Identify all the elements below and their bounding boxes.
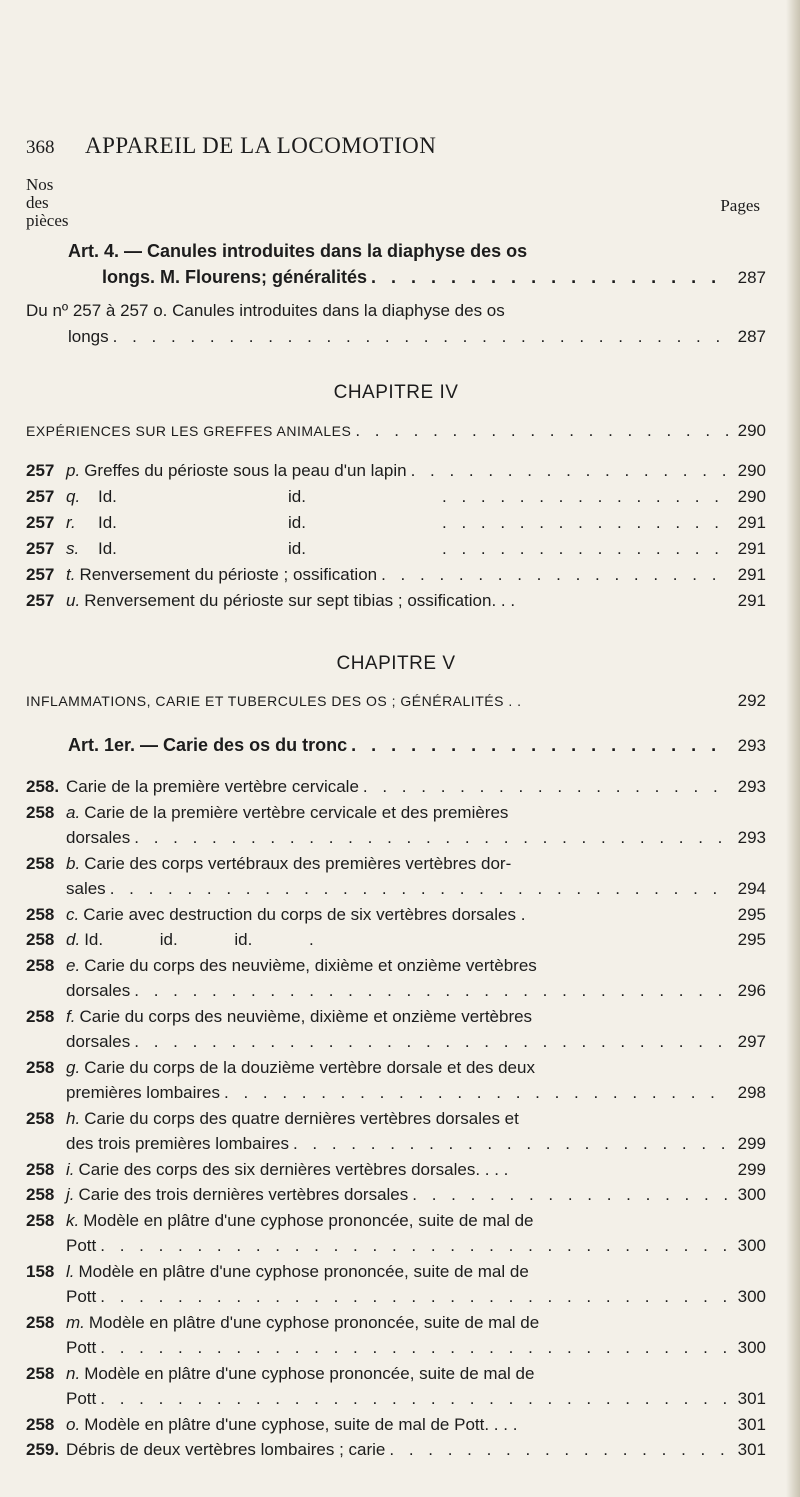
piece-number: 158 <box>26 1261 55 1281</box>
toc-entry-art1 <box>68 732 766 759</box>
toc-entry-text: Renversement du périoste ; ossification <box>79 565 378 584</box>
toc-page-number: 299 <box>737 1134 766 1153</box>
toc-entry-text: dorsales <box>66 828 131 847</box>
toc-entry-text: Id. <box>98 539 117 558</box>
toc-entry-line <box>26 774 766 800</box>
leader-dots <box>134 825 730 851</box>
toc-entry-text: sales <box>66 879 106 898</box>
toc-entry-line <box>26 927 766 953</box>
toc-page-number: 301 <box>737 1440 766 1459</box>
toc-entry <box>26 902 766 928</box>
chapter5-list <box>26 774 766 1463</box>
toc-entry-line <box>68 238 766 264</box>
toc-entry <box>26 953 766 1004</box>
toc-entry-text: Greffes du périoste sous la peau d'un lapin <box>84 461 407 480</box>
toc-entry-text: longs <box>68 327 109 346</box>
toc-page-number: 293 <box>737 828 766 847</box>
toc-entry-du257 <box>26 298 766 350</box>
toc-entry-text: Carie des trois dernières vertèbres dorsales <box>78 1185 409 1204</box>
leader-dots <box>110 876 730 902</box>
toc-entry-line <box>26 1208 766 1234</box>
toc-entry-text: Modèle en plâtre d'une cyphose, suite de mal de Pott. . . . <box>84 1414 518 1434</box>
toc-page-number: 291 <box>737 591 766 610</box>
toc-entry <box>26 774 766 800</box>
toc-entry-line <box>26 1029 766 1055</box>
chapter-subtitle-row <box>26 688 766 714</box>
toc-page-number: 290 <box>737 421 766 440</box>
leader-dots <box>412 1182 730 1208</box>
piece-number: 259. <box>26 1440 60 1459</box>
leader-dots <box>389 1437 730 1463</box>
toc-entry-line <box>26 1157 766 1183</box>
toc-entry-line <box>26 978 766 1004</box>
piece-number: 257 <box>26 539 55 558</box>
toc-entry <box>26 1437 766 1463</box>
piece-letter: l. <box>66 1261 75 1281</box>
toc-entry <box>26 1106 766 1157</box>
toc-entry-text: Art. 1er. — Carie des os du tronc <box>68 735 348 755</box>
chapter-subtitle: INFLAMMATIONS, CARIE ET TUBERCULES DES OS ; GÉNÉRALITÉS . . <box>26 693 522 709</box>
leader-dots <box>113 324 730 350</box>
toc-entry-art4 <box>68 238 766 291</box>
leader-dots <box>100 1335 730 1361</box>
chapter-subtitle-row <box>26 418 766 444</box>
toc-entry <box>26 562 766 588</box>
toc-page-number: 301 <box>737 1389 766 1408</box>
toc-page-number: 291 <box>737 565 766 584</box>
piece-letter: a. <box>66 802 81 822</box>
toc-entry-line <box>26 1412 766 1438</box>
toc-page-number: 293 <box>737 777 766 796</box>
toc-page-number: 300 <box>737 1185 766 1204</box>
toc-entry <box>26 1182 766 1208</box>
toc-entry-text: Art. 4. — Canules introduites dans la diaphyse des os <box>68 241 528 261</box>
piece-letter: s. <box>66 539 80 558</box>
toc-entry-line <box>26 1080 766 1106</box>
piece-letter: m. <box>66 1312 85 1332</box>
column-label-pieces <box>26 176 68 230</box>
toc-entry <box>26 484 766 510</box>
toc-entry-line <box>26 851 766 877</box>
leader-dots <box>134 978 730 1004</box>
piece-letter: c. <box>66 904 80 924</box>
leader-dots <box>442 536 730 562</box>
toc-entry-text: premières lombaires <box>66 1083 220 1102</box>
piece-number: 258. <box>26 777 60 796</box>
toc-entry <box>26 1361 766 1412</box>
toc-page-number: 295 <box>737 930 766 949</box>
leader-dots <box>134 1029 730 1055</box>
column-label-line: pièces <box>26 211 69 230</box>
toc-entry-text: id. <box>288 487 306 506</box>
leader-dots <box>363 774 730 800</box>
toc-page-number: 300 <box>737 1338 766 1357</box>
piece-letter: n. <box>66 1363 81 1383</box>
toc-page-number: 296 <box>737 981 766 1000</box>
toc-entry <box>26 536 766 562</box>
toc-entry-text: Carie avec destruction du corps de six vertèbres dorsales . <box>83 904 526 924</box>
leader-dots <box>351 732 730 758</box>
piece-letter: o. <box>66 1414 81 1434</box>
piece-letter: p. <box>66 461 81 480</box>
toc-entry <box>26 851 766 902</box>
toc-entry-text: Pott <box>66 1287 97 1306</box>
toc-page-number: 300 <box>737 1287 766 1306</box>
piece-number: 257 <box>26 565 55 584</box>
piece-number: 258 <box>26 1414 55 1434</box>
piece-number: 258 <box>26 802 55 822</box>
toc-entry-text: Carie de la première vertèbre cervicale <box>66 777 359 796</box>
toc-entry-line <box>68 732 766 759</box>
toc-page-number: 294 <box>737 879 766 898</box>
chapter-title: CHAPITRE V <box>336 653 456 674</box>
toc-entry-text: Carie des corps des six dernières vertèbres dorsales. . . . <box>78 1159 509 1179</box>
toc-entry-line <box>26 1386 766 1412</box>
toc-entry-text: Du nº 257 à 257 o. Canules introduites dans la diaphyse des os <box>26 301 505 320</box>
leader-dots <box>100 1233 730 1259</box>
toc-entry-text: Carie du corps des neuvième, dixième et onzième vertèbres <box>79 1006 533 1026</box>
page-header <box>26 133 766 163</box>
toc-entry-line <box>68 264 766 291</box>
piece-number: 258 <box>26 1006 55 1026</box>
toc-entry-line <box>26 1182 766 1208</box>
toc-entry-text: Id. <box>98 487 117 506</box>
toc-entry-line <box>26 902 766 928</box>
toc-entry-line <box>26 688 766 714</box>
toc-page-number: 299 <box>737 1159 766 1179</box>
toc-entry-line <box>26 1437 766 1463</box>
toc-entry-line <box>26 1233 766 1259</box>
toc-entry-text: Id. <box>98 513 117 532</box>
toc-entry-text: Carie du corps des quatre dernières vertèbres dorsales et <box>84 1108 519 1128</box>
toc-entry-line <box>26 418 766 444</box>
toc-entry-text: Renversement du périoste sur sept tibias ; ossification. . . <box>84 591 516 610</box>
toc-entry-text: dorsales <box>66 981 131 1000</box>
chapter-title: CHAPITRE IV <box>333 382 459 403</box>
leader-dots <box>381 562 730 588</box>
page-number: 368 <box>26 137 55 158</box>
column-label-pages: Pages <box>720 196 760 215</box>
toc-entry-line <box>26 800 766 826</box>
piece-number: 258 <box>26 1210 55 1230</box>
toc-page-number: 298 <box>737 1083 766 1102</box>
toc-entry <box>26 1055 766 1106</box>
piece-letter: u. <box>66 591 81 610</box>
toc-entry-line <box>26 1004 766 1030</box>
toc-entry-text: Modèle en plâtre d'une cyphose prononcée, suite de mal de <box>83 1210 534 1230</box>
toc-entry-line <box>26 1361 766 1387</box>
leader-dots <box>442 510 730 536</box>
leader-dots <box>371 264 730 290</box>
leader-dots <box>100 1284 730 1310</box>
piece-number: 258 <box>26 1363 55 1383</box>
piece-number: 258 <box>26 1185 55 1204</box>
toc-entry <box>26 510 766 536</box>
page-edge-shadow <box>786 0 800 1497</box>
piece-letter: i. <box>66 1159 75 1179</box>
piece-number: 258 <box>26 853 55 873</box>
leader-dots <box>411 458 730 484</box>
column-label-line: des <box>26 193 49 212</box>
leader-dots <box>100 1386 730 1412</box>
running-title: APPAREIL DE LA LOCOMOTION <box>85 133 437 158</box>
toc-entry <box>26 1259 766 1310</box>
toc-entry-line <box>26 324 766 350</box>
chapter4-list <box>26 458 766 614</box>
toc-page-number: 301 <box>737 1414 766 1434</box>
leader-dots <box>293 1131 730 1157</box>
toc-entry-text: Carie du corps des neuvième, dixième et onzième vertèbres <box>84 955 537 975</box>
toc-entry-line <box>26 1310 766 1336</box>
toc-entry-line <box>26 876 766 902</box>
piece-number: 257 <box>26 591 55 610</box>
toc-entry-line <box>26 825 766 851</box>
piece-number: 258 <box>26 1057 55 1077</box>
toc-entry-line <box>26 1335 766 1361</box>
piece-number: 258 <box>26 1312 55 1332</box>
piece-number: 257 <box>26 487 55 506</box>
toc-page-number: 290 <box>737 461 766 480</box>
toc-entry-text: longs. M. Flourens; généralités <box>102 267 368 287</box>
toc-page-number: 287 <box>737 327 766 346</box>
piece-letter: h. <box>66 1108 81 1128</box>
toc-entry <box>26 458 766 484</box>
toc-entry-text: Pott <box>66 1389 97 1408</box>
toc-entry <box>26 1208 766 1259</box>
toc-entry-text: Carie des corps vertébraux des premières vertèbres dor- <box>84 853 512 873</box>
piece-letter: j. <box>66 1185 75 1204</box>
toc-entry <box>26 1004 766 1055</box>
toc-page-number: 300 <box>737 1236 766 1255</box>
toc-entry-text: Carie du corps de la douzième vertèbre dorsale et des deux <box>84 1057 535 1077</box>
piece-letter: k. <box>66 1210 80 1230</box>
toc-entry <box>26 588 766 614</box>
toc-entry-text: Modèle en plâtre d'une cyphose prononcée, suite de mal de <box>88 1312 540 1332</box>
leader-dots <box>355 418 730 444</box>
toc-page-number: 297 <box>737 1032 766 1051</box>
toc-page-number: 291 <box>737 513 766 532</box>
toc-entry-line <box>26 953 766 979</box>
piece-letter: b. <box>66 853 81 873</box>
piece-number: 258 <box>26 955 55 975</box>
toc-entry-text: id. <box>288 539 306 558</box>
toc-page-number: 291 <box>737 539 766 558</box>
toc-entry-line <box>26 1055 766 1081</box>
toc-entry-line <box>26 298 766 324</box>
piece-letter: t. <box>66 565 76 584</box>
toc-entry-text: Carie de la première vertèbre cervicale et des premières <box>84 802 509 822</box>
piece-number: 258 <box>26 1108 55 1128</box>
piece-number: 257 <box>26 513 55 532</box>
toc-entry-text: Pott <box>66 1338 97 1357</box>
toc-page-number: 287 <box>737 268 766 287</box>
toc-entry-text: Id. id. id. . <box>84 930 314 949</box>
toc-entry-text: Débris de deux vertèbres lombaires ; carie <box>66 1440 386 1459</box>
piece-letter: r. <box>66 513 76 532</box>
toc-entry <box>26 927 766 953</box>
toc-page-number: 295 <box>737 904 766 924</box>
piece-number: 258 <box>26 1159 55 1179</box>
column-label-line: Nos <box>26 175 54 194</box>
piece-letter: d. <box>66 930 81 949</box>
toc-entry-line <box>26 1131 766 1157</box>
toc-entry-text: des trois premières lombaires <box>66 1134 289 1153</box>
toc-entry-text: Modèle en plâtre d'une cyphose prononcée, suite de mal de <box>78 1261 529 1281</box>
piece-number: 258 <box>26 930 55 949</box>
piece-number: 257 <box>26 461 55 480</box>
toc-entry-line <box>26 1284 766 1310</box>
toc-page-number: 290 <box>737 487 766 506</box>
piece-letter: f. <box>66 1006 76 1026</box>
chapter-subtitle: EXPÉRIENCES SUR LES GREFFES ANIMALES <box>26 423 352 439</box>
toc-entry-text: id. <box>288 513 306 532</box>
toc-entry <box>26 1157 766 1183</box>
toc-entry <box>26 800 766 851</box>
piece-letter: g. <box>66 1057 81 1077</box>
leader-dots <box>224 1080 730 1106</box>
toc-entry-text: Pott <box>66 1236 97 1255</box>
piece-letter: q. <box>66 487 81 506</box>
piece-letter: e. <box>66 955 81 975</box>
toc-entry <box>26 1412 766 1438</box>
toc-entry-text: dorsales <box>66 1032 131 1051</box>
leader-dots <box>442 484 730 510</box>
toc-entry-line <box>26 1106 766 1132</box>
toc-entry-line <box>26 1259 766 1285</box>
piece-number: 258 <box>26 904 55 924</box>
toc-entry <box>26 1310 766 1361</box>
toc-page-number: 293 <box>737 736 766 755</box>
toc-entry-text: Modèle en plâtre d'une cyphose prononcée, suite de mal de <box>84 1363 535 1383</box>
toc-page-number: 292 <box>737 691 766 710</box>
